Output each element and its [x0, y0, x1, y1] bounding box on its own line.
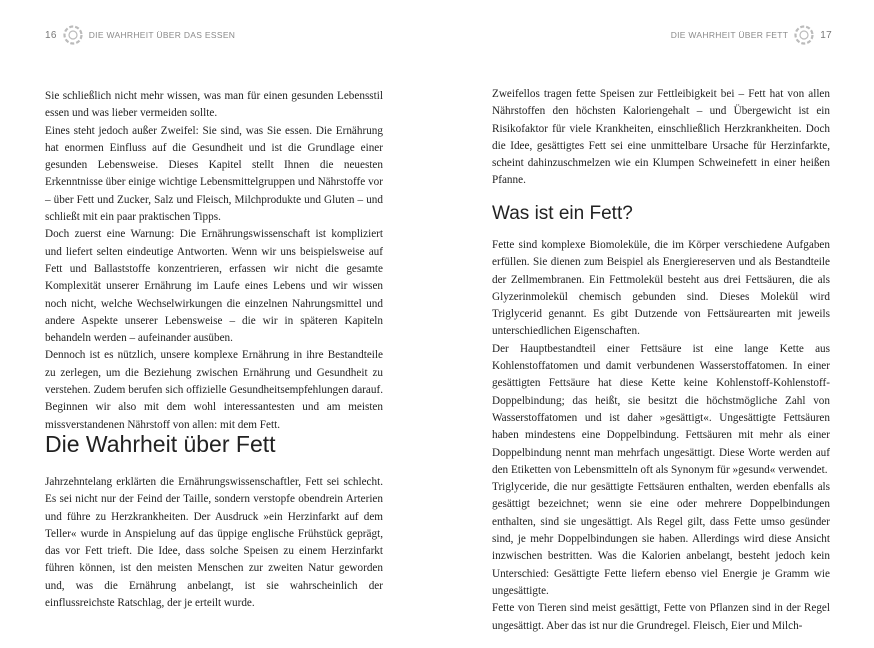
paragraph: Doch zuerst eine Warnung: Die Ernährungswissenschaft ist kompliziert und liefert selten eindeutige Antworten. Wenn wir uns beispielsweise auf Fett und Ballaststoffe konzentrieren, erfassen wir nicht die gesamte Komplexität unserer Ernährung im Laufe eines Lebens und wir wissen noch nicht, welche Wechselwirkungen die einzelnen Nahrungsmittel und andere Aspekte unserer Lebensweise – die wir in späteren Kapiteln behandeln werden – aufeinander ausüben.: [45, 228, 383, 345]
body-text-top: [45, 88, 383, 434]
running-header-left: [45, 25, 235, 45]
page-number: 16: [45, 29, 57, 41]
ring-logo-icon: [63, 25, 83, 45]
running-title: DIE WAHRHEIT ÜBER FETT: [670, 30, 789, 40]
right-body-text-bottom: [492, 237, 830, 635]
paragraph: Jahrzehntelang erklärten die Ernährungswissenschaftler, Fett sei schlecht. Es sei nicht nur der Feind der Taille, sondern verstopfe obendrein Arterien und führe zu Herzkrankheiten. Der Ausdruck »ein Herzinfarkt auf dem Teller« wurde in Anspielung auf das üppige englische Frühstück geprägt, das vor Fett trieft. Die Idee, dass solche Speisen zu einem Herzinfarkt führen können, ist den meisten Menschen zur zweiten Natur geworden und, was die Ernährung anbelangt, ist sie wahrscheinlich der einflussreichste Ratschlag, der je erteilt wurde.: [45, 476, 383, 610]
body-text-bottom: [45, 474, 383, 612]
paragraph: Triglyceride, die nur gesättigte Fettsäuren enthalten, werden ebenfalls als gesättigt bezeichnet; wenn sie eine oder mehrere Doppelbindungen enthalten, sind sie ungesättigt. Als Regel gilt, dass Fette umso gesünder sind, je mehr Doppelbindungen sie haben. Allerdings wird diese Ansicht inzwischen bestritten. Was die Kalorien anbelangt, besteht jedoch kein Unterschied: Gesättigte Fette liefern ebenso viel Energie je Gramm wie ungesättigte.: [492, 481, 830, 597]
paragraph: Dennoch ist es nützlich, unsere komplexe Ernährung in ihre Bestandteile zu zerlegen, um die Beziehung zwischen Ernährung und Gesundheit zu verstehen. Zudem berufen sich offizielle Gesundheitsempfehlungen darauf. Beginnen wir also mit dem wohl interessantesten und am meisten missverstandenen Nährstoff von allen: mit dem Fett.: [45, 349, 383, 431]
paragraph: Sie schließlich nicht mehr wissen, was man für einen gesunden Lebensstil essen und was lieber vermeiden sollte.: [45, 90, 383, 120]
section-heading: Die Wahrheit über Fett: [45, 431, 276, 457]
paragraph: Eines steht jedoch außer Zweifel: Sie sind, was Sie essen. Die Ernährung hat enormen Einfluss auf die Gesundheit und ist die Grundlage einer gesunden Lebensweise. Dieses Kapitel stellt Ihnen die neuesten Erkenntnisse über einige wichtige Lebensmittelgruppen und Nährstoffe vor – über Fett und Zucker, Salz und Fleisch, Milchprodukte und Gluten – und schließt mit ein paar praktischen Tipps.: [45, 124, 383, 224]
ring-logo-icon: [794, 25, 814, 45]
running-title: DIE WAHRHEIT ÜBER DAS ESSEN: [88, 30, 236, 40]
paragraph: Zweifellos tragen fette Speisen zur Fettleibigkeit bei – Fett hat von allen Nährstoffen den höchsten Kaloriengehalt – und Übergewicht ist ein Risikofaktor für viele Krankheiten, einschließlich Herzkrankheiten. Doch die Idee, gesättigtes Fett sei eine unmittelbare Ursache für Herzinfarkte, scheint dahinzuschmelzen wie ein Klumpen Schweinefett in einer heißen Pfanne.: [492, 88, 830, 187]
section-heading: Was ist ein Fett?: [492, 203, 633, 224]
paragraph: Fette sind komplexe Biomoleküle, die im Körper verschiedene Aufgaben erfüllen. Sie dienen zum Beispiel als Energiereserven und als Bestandteile der Zellmembranen. Ein Fettmolekül besteht aus drei Fettsäuren, die als Glyzerinmolekül chemisch gebunden sind. Dieses Molekül wird Triglycerid genannt. Es gibt Dutzende von Fettsäurearten mit jeweils unterschiedlichen Eigenschaften.: [492, 239, 830, 338]
right-body-text-top: [492, 86, 830, 190]
paragraph: Fette von Tieren sind meist gesättigt, Fette von Pflanzen sind in der Regel ungesättigt. Aber das ist nur die Grundregel. Fleisch, Eier und Milch-: [492, 602, 830, 632]
running-header-right: [671, 25, 832, 45]
paragraph: Der Hauptbestandteil einer Fettsäure ist eine lange Kette aus Kohlenstoffatomen und damit verbundenen Wasserstoffatomen. In einer gesättigten Fettsäure hat diese Kette keine Kohlenstoff-Kohlenstoff-Doppelbindung; das heißt, sie besitzt die höchstmögliche Zahl von Wasserstoffatomen und ist daher »gesättigt«. Ungesättigte Fettsäuren haben mindestens eine Doppelbindung. Fettsäuren mit mehr als einer Doppelbindung nennt man mehrfach ungesättigt. Diese Worte werden auf den Etiketten von Lebensmitteln oft als Synonym für »gesund« verwendet.: [492, 342, 830, 476]
page-number: 17: [820, 29, 832, 41]
